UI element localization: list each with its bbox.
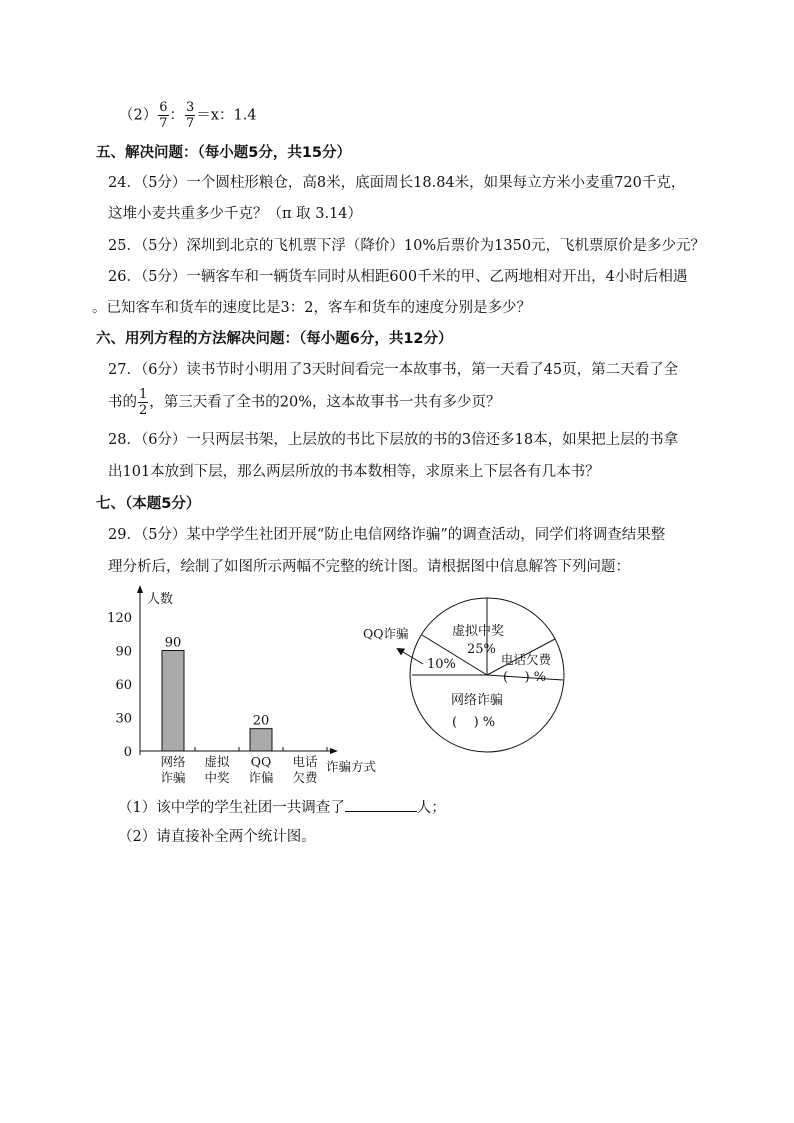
question-28-line-1: 28．（6分）一只两层书架，上层放的书比下层放的书的3倍还多18本，如果把上层的书拿 <box>108 432 679 448</box>
fraction-3-7 <box>185 100 195 131</box>
eq-separator: ： <box>169 107 185 124</box>
answer-blank[interactable] <box>345 797 417 812</box>
slice-label-qq: QQ诈骗 <box>363 626 409 641</box>
equation-2 <box>119 100 257 131</box>
slice-value-phone: ( ) % <box>503 670 547 685</box>
y-axis-arrow <box>137 585 143 593</box>
x-axis-label: 诈骗方式 <box>326 759 377 774</box>
fraction-denominator: 7 <box>186 116 195 131</box>
sub1-text-pre: （1）该中学的学生社团一共调查了 <box>118 800 345 816</box>
bar-value-label: 20 <box>252 713 270 729</box>
q27-text-pre: 书的 <box>108 394 137 411</box>
fraction-numerator: 1 <box>139 387 148 402</box>
bar <box>250 729 272 751</box>
pie-chart <box>355 582 675 757</box>
x-category-label: 诈骗 <box>160 770 186 785</box>
section-5-title: 五、解决问题：（每小题5分，共15分） <box>96 145 352 161</box>
question-28-line-2: 出101本放到下层，那么两层所放的书本数相等，求原来上下层各有几本书？ <box>108 464 600 480</box>
fraction-6-7 <box>158 100 168 131</box>
q27-text-post: ，第三天看了全书的20%，这本故事书一共有多少页？ <box>149 394 501 411</box>
question-27-line-2 <box>108 387 501 418</box>
question-24-line-1: 24．（5分）一个圆柱形粮仓，高8米，底面周长18.84米，如果每立方米小麦重720千克， <box>108 175 686 191</box>
section-7-title: 七、（本题5分） <box>96 496 201 512</box>
slice-label-virtual: 虚拟中奖 <box>452 624 505 639</box>
y-tick-label: 60 <box>115 678 132 693</box>
y-tick-label: 120 <box>107 611 132 626</box>
fraction-numerator: 6 <box>159 100 168 115</box>
slice-label-network: 网络诈骗 <box>451 693 504 708</box>
question-24-line-2: 这堆小麦共重多少千克？（π 取 3.14） <box>108 206 363 222</box>
eq-rest: ＝x：1.4 <box>196 107 257 124</box>
fraction-denominator: 2 <box>139 403 148 418</box>
slice-value-qq: 10% <box>427 657 456 672</box>
x-category-label: 中奖 <box>204 770 230 785</box>
y-tick-label: 0 <box>123 745 132 760</box>
fraction-denominator: 7 <box>159 116 168 131</box>
y-tick-label: 30 <box>115 711 132 727</box>
x-category-label: 欠费 <box>292 770 318 785</box>
question-26-line-2: 。已知客车和货车的速度比是3：2，客车和货车的速度分别是多少？ <box>92 300 531 316</box>
fraction-numerator: 3 <box>186 100 195 115</box>
question-29-line-1: 29．（5分）某中学学生社团开展“防止电信网络诈骗”的调查活动，同学们将调查结果整 <box>108 527 666 543</box>
x-category-label: 虚拟 <box>204 754 230 769</box>
section-6-title: 六、用列方程的方法解决问题：（每小题6分，共12分） <box>96 331 453 347</box>
question-29-sub-2: （2）请直接补全两个统计图。 <box>118 829 316 845</box>
eq-prefix: （2） <box>119 107 158 124</box>
x-category-label: 网络 <box>160 754 186 769</box>
bar-value-label: 90 <box>164 635 182 651</box>
question-25: 25．（5分）深圳到北京的飞机票下浮（降价）10%后票价为1350元，飞机票原价是多少元？ <box>108 238 706 254</box>
slice-value-virtual: 25% <box>467 642 496 657</box>
sub1-text-post: 人； <box>416 800 446 816</box>
bar-chart <box>107 585 377 785</box>
slice-label-phone: 电话欠费 <box>501 652 552 667</box>
fraction-1-2 <box>138 387 148 418</box>
x-category-label: QQ <box>250 754 272 769</box>
question-26-line-1: 26．（5分）一辆客车和一辆货车同时从相距600千米的甲、乙两地相对开出，4小时后相遇 <box>108 269 688 285</box>
x-category-label: 诈偏 <box>248 770 274 785</box>
question-29-sub-1 <box>118 797 446 818</box>
y-tick-label: 90 <box>115 644 132 660</box>
x-category-label: 电话 <box>292 754 318 769</box>
slice-value-network: ( ) % <box>452 715 496 730</box>
question-27-line-1: 27．（6分）读书节时小明用了3天时间看完一本故事书，第一天看了45页，第二天看了全 <box>108 362 679 378</box>
y-axis-label: 人数 <box>147 592 174 607</box>
x-axis-arrow <box>330 748 338 754</box>
question-29-line-2: 理分析后，绘制了如图所示两幅不完整的统计图。请根据图中信息解答下列问题： <box>108 559 630 575</box>
bar <box>162 651 184 752</box>
